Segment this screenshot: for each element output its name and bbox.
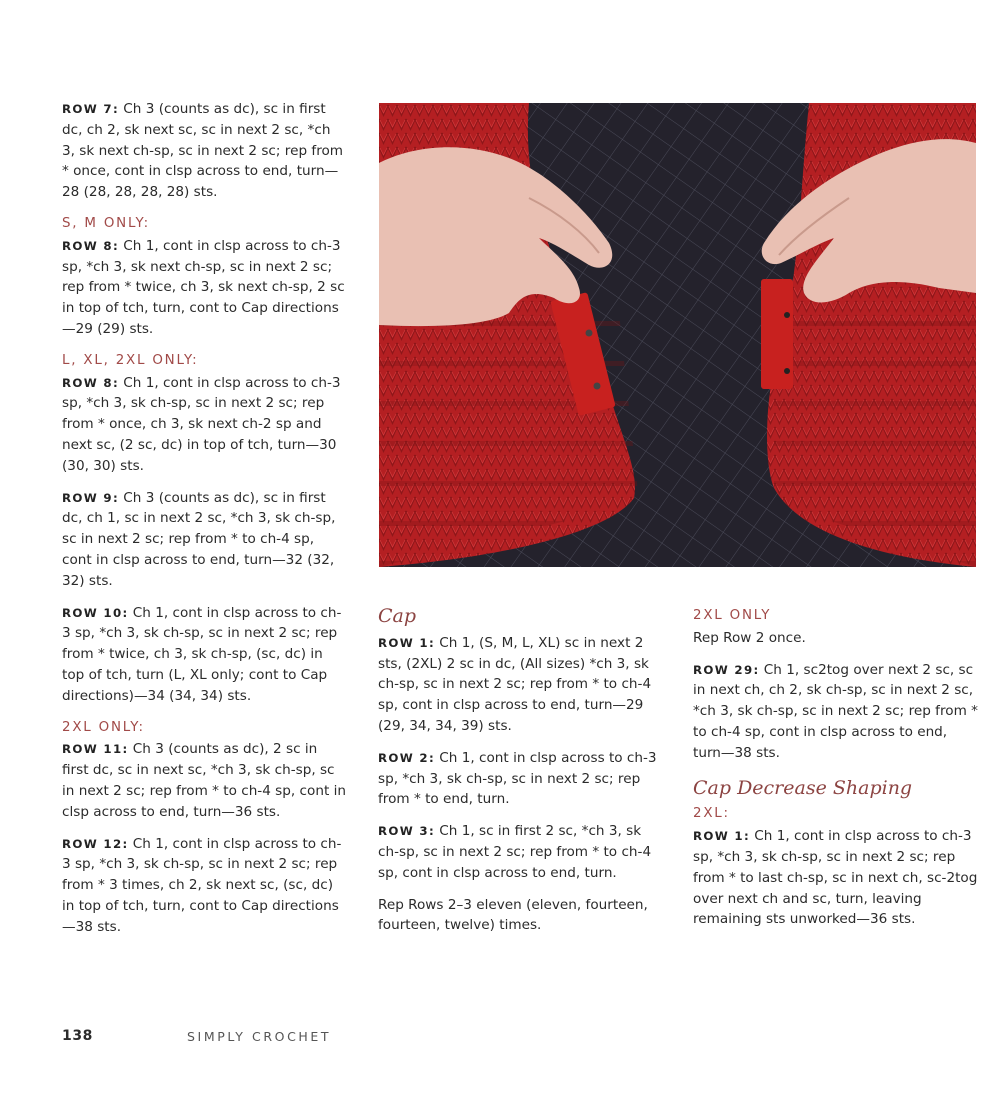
- text-column-1: [62, 99, 347, 948]
- row-text: Ch 1, sc2tog over next 2 sc, sc in next ch, ch 2, sk ch-sp, sc in next 2 sc, *ch 3, sk ch-sp, sc in next 2 sc; rep from * to ch-4 sp, cont in clsp across to end, turn—38 sts.: [693, 661, 978, 761]
- row-label: ROW 8:: [62, 238, 119, 253]
- size-heading-2xl-sub: 2XL:: [693, 806, 730, 822]
- row-11-instruction: [62, 739, 347, 822]
- row-text: Ch 1, cont in clsp across to ch-3 sp, *ch 3, sk next ch-sp, sc in next 2 sc; rep from * twice, ch 3, sk next ch-sp, 2 sc in top of tch, turn, cont to Cap directions—29 (29) sts.: [62, 237, 345, 337]
- row-text: Ch 3 (counts as dc), sc in first dc, ch 2, sk next sc, sc in next 2 sc, *ch 3, sk next ch-sp, sc in next 2 sc; rep from * once, cont in clsp across to end, turn—28 (28, 28, 28, 28) sts.: [62, 101, 344, 201]
- cap-row-3-instruction: [378, 821, 666, 883]
- row-label: ROW 1:: [378, 635, 435, 650]
- row-8-l-instruction: [62, 373, 347, 477]
- row-label: ROW 10:: [62, 605, 129, 620]
- row-label: ROW 2:: [378, 750, 435, 765]
- row-text: Ch 1, cont in clsp across to ch-3 sp, *ch 3, sk ch-sp, sc in next 2 sc; rep from * to last ch-sp, sc in next ch, sc-2tog over next ch and sc, turn, leaving remaining sts unworked—36 sts.: [693, 828, 978, 928]
- row-text: Ch 1, cont in clsp across to ch-3 sp, *ch 3, sk ch-sp, sc in next 2 sc; rep from * 3 times, ch 2, sk next sc, (sc, dc) in top of tch, turn, cont to Cap directions—38 sts.: [62, 835, 342, 935]
- size-heading-2xl: 2XL ONLY:: [62, 719, 145, 735]
- row-29-instruction: [693, 660, 978, 764]
- row-label: ROW 1:: [693, 829, 750, 844]
- cap-section-heading: Cap: [378, 605, 417, 627]
- row-label: ROW 9:: [62, 490, 119, 505]
- repeat-instruction: Rep Rows 2–3 eleven (eleven, fourteen, fourteen, twelve) times.: [378, 896, 648, 934]
- row-label: ROW 8:: [62, 375, 119, 390]
- row-text: Ch 1, cont in clsp across to ch-3 sp, *ch 3, sk ch-sp, sc in next 2 sc; rep from * once, ch 3, sk next ch-2 sp and next sc, (2 sc, dc) in top of tch, turn—30 (30, 30) sts.: [62, 374, 341, 474]
- cap-row-2-instruction: [378, 748, 666, 810]
- row-text: Ch 1, sc in first 2 sc, *ch 3, sk ch-sp, sc in next 2 sc; rep from * to ch-4 sp, cont in clsp across to end, turn.: [378, 823, 652, 881]
- row-label: ROW 3:: [378, 824, 435, 839]
- row-text: Ch 1, (S, M, L, XL) sc in next 2 sts, (2XL) 2 sc in dc, (All sizes) *ch 3, sk ch-sp, sc in next 2 sc; rep from * to ch-4 sp, cont in clsp across to end, turn—29 (29, 34, 34, 39) sts.: [378, 634, 652, 734]
- vest-illustration: [379, 103, 976, 567]
- row-label: ROW 7:: [62, 102, 119, 116]
- cap-row-1-instruction: [378, 633, 666, 737]
- repeat-row-2: Rep Row 2 once.: [693, 629, 806, 646]
- text-column-2: [378, 606, 666, 947]
- row-9-instruction: [62, 488, 347, 592]
- row-text: Ch 3 (counts as dc), sc in first dc, ch 1, sc in next 2 sc, *ch 3, sk ch-sp, sc in next 2 sc; rep from * to ch-4 sp, cont in clsp across to end, turn—32 (32, 32) sts.: [62, 489, 336, 589]
- vest-photo: [379, 103, 976, 567]
- row-label: ROW 12:: [62, 836, 129, 851]
- row-text: Ch 1, cont in clsp across to ch-3 sp, *ch 3, sk ch-sp, sc in next 2 sc; rep from * twice, ch 3, sk ch-sp, (sc, dc) in top of tch, turn (L, XL only; cont to Cap directions)—34 (34, 34) sts.: [62, 604, 342, 704]
- row-10-instruction: [62, 603, 347, 707]
- row-text: Ch 3 (counts as dc), 2 sc in first dc, sc in next sc, *ch 3, sk ch-sp, sc in next 2 sc; rep from * to ch-4 sp, cont in clsp across to end, turn—36 sts.: [62, 741, 346, 820]
- row-text: Ch 1, cont in clsp across to ch-3 sp, *ch 3, sk ch-sp, sc in next 2 sc; rep from * to end, turn.: [378, 749, 657, 808]
- running-title: SIMPLY CROCHET: [187, 1029, 332, 1044]
- row-8-sm-instruction: [62, 236, 347, 340]
- row-12-instruction: [62, 834, 347, 938]
- row-label: ROW 29:: [693, 662, 760, 677]
- text-column-3: [693, 606, 978, 941]
- cap-decrease-heading: Cap Decrease Shaping: [693, 776, 913, 799]
- page-number: 138: [62, 1028, 94, 1044]
- size-heading-s-m: S, M ONLY:: [62, 215, 150, 231]
- row-7-instruction: [62, 99, 347, 203]
- cap-decrease-row-1: [693, 826, 978, 930]
- size-heading-l-xl-2xl: L, XL, 2XL ONLY:: [62, 352, 199, 368]
- row-label: ROW 11:: [62, 742, 129, 757]
- size-heading-2xl-only: 2XL ONLY: [693, 608, 772, 623]
